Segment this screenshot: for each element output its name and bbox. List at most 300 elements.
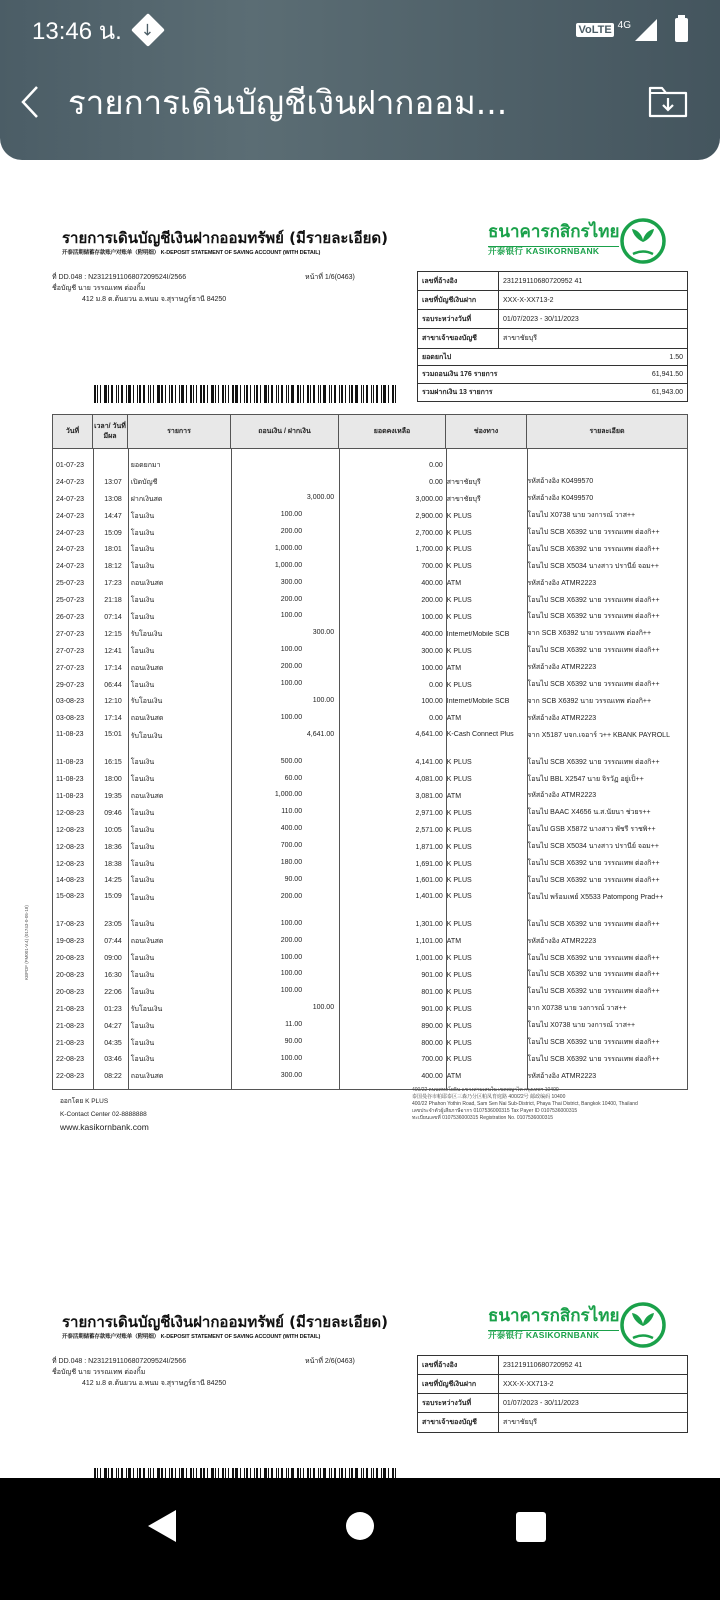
barcode-bar xyxy=(181,1468,184,1478)
cell-balance: 4,081.00 xyxy=(415,776,443,784)
cell-amount xyxy=(230,545,338,555)
table-row xyxy=(53,491,687,508)
cell-detail: โอนไป SCB X6392 นาย วรรณเทพ ต่องกิ++ xyxy=(527,1039,660,1047)
cell-amount xyxy=(230,629,338,639)
withdraw-amount: 90.00 xyxy=(284,1038,303,1046)
barcode-bar xyxy=(118,1468,119,1478)
table-row xyxy=(53,950,687,967)
table-row xyxy=(53,575,687,592)
battery-icon xyxy=(675,18,688,42)
barcode-bar xyxy=(150,385,151,403)
deposit-amount: 300.00 xyxy=(312,629,335,637)
summary-row: รวมฝากเงิน 13 รายการ 61,943.00 xyxy=(417,384,688,402)
table-row xyxy=(53,933,687,950)
nav-back-icon[interactable] xyxy=(148,1510,176,1542)
cell-channel: K PLUS xyxy=(446,1039,472,1047)
cell-time: 17:14 xyxy=(104,664,122,672)
barcode-bar xyxy=(381,1468,382,1478)
nav-home-icon[interactable] xyxy=(346,1512,374,1540)
cell-time: 13:07 xyxy=(104,478,122,486)
barcode-bar xyxy=(286,385,287,403)
withdraw-amount: 100.00 xyxy=(280,919,303,927)
withdraw-amount: 1,000.00 xyxy=(274,561,303,569)
barcode-bar xyxy=(271,385,273,403)
table-row xyxy=(53,839,687,856)
cell-date: 24-07-23 xyxy=(56,563,85,571)
document-page-2 xyxy=(0,1290,720,1478)
document-page-1 xyxy=(0,160,720,1290)
cell-balance: 890.00 xyxy=(421,1022,443,1030)
barcode-bar xyxy=(126,1468,127,1478)
cell-type: เปิดบัญชี xyxy=(130,478,158,486)
barcode-bar xyxy=(264,385,267,403)
cell-amount xyxy=(230,511,338,521)
cell-type: โอนเงิน xyxy=(130,921,155,929)
cell-channel: K-Cash Connect Plus xyxy=(446,731,514,739)
footer-right: 400/22 ถนนพหลโยธิน แขวงสามเสนใน เขตพญาไท กรุงเทพฯ 10400 泰国曼谷市帕耶泰区三森乃分区帕凤育庭路 400/22号 邮政编码 10400 400/22 Phahon Yothin Road, Sam Sen Nai Sub-District, Phaya Thai District, Bangkok 10400, Thailand เลขประจำตัวผู้เสียภาษีอากร 0107536000315 Tax Payer ID 0107536000315 ทะเบียนเลขที่ 0107536000315 Registration No. 0107536000315 xyxy=(412,1087,638,1121)
cell-channel: K PLUS xyxy=(446,921,472,929)
network-gen-label: 4G xyxy=(617,19,631,31)
doc-title: รายการเดินบัญชีเงินฝากออมทรัพย์ (มีรายละเอียด) xyxy=(62,229,388,247)
cell-time: 21:18 xyxy=(104,597,122,605)
cell-amount xyxy=(230,612,338,622)
cell-type: โอนเงิน xyxy=(130,988,155,996)
cell-balance: 2,700.00 xyxy=(415,529,443,537)
cell-channel: ATM xyxy=(446,1073,462,1081)
doc-subtitle: 开泰活期储蓄存款账户对账单（附明细） K-DEPOSIT STATEMENT OF SAVING ACCOUNT (WITH DETAIL) xyxy=(62,1334,321,1340)
barcode-bar xyxy=(196,1468,197,1478)
cell-detail: โอนไป SCB X6392 นาย วรรณเทพ ต่องกิ++ xyxy=(527,860,660,868)
cell-balance: 200.00 xyxy=(421,597,443,605)
barcode-bar xyxy=(388,385,389,403)
summary-box xyxy=(417,348,688,402)
table-row xyxy=(53,771,687,788)
cell-type: โอนเงิน xyxy=(130,826,155,834)
table-header xyxy=(53,415,687,449)
barcode-bar xyxy=(334,385,336,403)
barcode-bar xyxy=(133,385,134,403)
barcode-bar xyxy=(268,1468,269,1478)
barcode-bar xyxy=(240,385,241,403)
cell-balance: 1,691.00 xyxy=(415,860,443,868)
barcode-bar xyxy=(307,385,309,403)
chevron-left-icon xyxy=(19,84,41,120)
withdraw-amount: 200.00 xyxy=(280,528,303,535)
cell-amount xyxy=(230,808,338,818)
cell-type: โอนเงิน xyxy=(130,955,155,963)
barcode-bar xyxy=(345,1468,346,1478)
barcode-bar xyxy=(190,1468,192,1478)
barcode-bar xyxy=(128,385,131,403)
cell-type: โอนเงิน xyxy=(130,529,155,537)
cell-type: โอนเงิน xyxy=(130,647,155,655)
cell-detail: โอนไป SCB X5034 นางสาว ปรานีย์ จอม++ xyxy=(527,562,659,570)
withdraw-amount: 100.00 xyxy=(280,646,303,654)
table-row xyxy=(53,525,687,542)
barcode-bar xyxy=(373,385,374,403)
barcode-bar xyxy=(250,1468,251,1478)
cell-amount xyxy=(230,954,338,964)
barcode-bar xyxy=(300,1468,301,1478)
cell-balance: 0.00 xyxy=(429,715,443,723)
cell-balance: 0.00 xyxy=(429,681,443,689)
cell-detail: รหัสอ้างอิง ATMR2223 xyxy=(527,792,597,800)
cell-time: 04:27 xyxy=(104,1022,122,1030)
cell-type: โอนเงิน xyxy=(130,1039,155,1047)
cell-detail: โอนไป GSB X5872 นางสาว พัชรี ราชพิ++ xyxy=(527,826,656,834)
withdraw-amount: 300.00 xyxy=(280,578,303,586)
withdraw-amount: 100.00 xyxy=(280,1054,303,1062)
barcode-bar xyxy=(171,385,173,403)
cell-type: โอนเงิน xyxy=(130,759,155,767)
cell-time: 18:12 xyxy=(104,563,122,571)
barcode-bar xyxy=(313,385,315,403)
barcode-bar xyxy=(276,1468,277,1478)
cell-channel: K PLUS xyxy=(446,759,472,767)
barcode-bar xyxy=(276,385,277,403)
barcode-bar xyxy=(366,1468,368,1478)
barcode-bar xyxy=(310,1468,311,1478)
barcode-bar xyxy=(383,385,386,403)
table-row xyxy=(53,660,687,677)
header-amount: ถอนเงิน / ฝากเงิน xyxy=(231,415,339,448)
cell-date: 21-08-23 xyxy=(56,1005,85,1013)
barcode-bar xyxy=(288,385,289,403)
barcode-bar xyxy=(313,1468,315,1478)
cell-detail: รหัสอ้างอิง ATMR2223 xyxy=(527,937,597,945)
deposit-amount: 4,641.00 xyxy=(306,731,335,739)
table-row xyxy=(53,822,687,839)
account-address: 412 ม.8 ต.ต้นยวน อ.พนม จ.สุราษฎร์ธานี 84250 xyxy=(82,1380,227,1387)
barcode-bar xyxy=(157,385,160,403)
barcode-bar xyxy=(310,385,311,403)
barcode-bar xyxy=(297,385,299,403)
download-button[interactable] xyxy=(646,82,690,122)
cell-detail: รหัสอ้างอิง ATMR2223 xyxy=(527,579,597,587)
cell-date: 11-08-23 xyxy=(56,792,84,800)
cell-time: 23:05 xyxy=(104,921,122,929)
cell-time: 13:08 xyxy=(104,495,122,503)
withdraw-amount: 100.00 xyxy=(280,612,303,620)
cell-amount xyxy=(230,1038,338,1048)
bank-name-th: ธนาคารกสิกรไทย xyxy=(488,1302,619,1331)
barcode-bar xyxy=(193,1468,194,1478)
barcode xyxy=(94,385,398,403)
cell-detail: รหัสอ้างอิง ATMR2223 xyxy=(527,664,597,672)
withdraw-amount: 1,000.00 xyxy=(274,791,303,799)
table-row xyxy=(53,805,687,822)
cell-date: 12-08-23 xyxy=(56,860,85,868)
table-row xyxy=(53,710,687,727)
barcode-bar xyxy=(153,1468,154,1478)
barcode-bar xyxy=(190,385,192,403)
barcode-bar xyxy=(307,1468,309,1478)
barcode-bar xyxy=(250,385,251,403)
cell-amount xyxy=(230,970,338,980)
cell-date: 01-07-23 xyxy=(56,461,85,469)
barcode-bar xyxy=(200,1468,202,1478)
barcode-bar xyxy=(104,385,107,403)
barcode-bar xyxy=(349,1468,350,1478)
cell-time: 18:00 xyxy=(104,776,122,784)
cell-amount xyxy=(230,646,338,656)
issued-by: ออกโดย K PLUS xyxy=(60,1098,109,1105)
cell-date: 11-08-23 xyxy=(56,731,84,739)
cell-time: 17:23 xyxy=(104,580,122,588)
cell-time: 14:47 xyxy=(104,512,122,520)
table-row xyxy=(53,558,687,575)
barcode-bar xyxy=(300,385,301,403)
barcode-bar xyxy=(148,1468,149,1478)
cell-detail: โอนไป X0738 นาย วงการณ์ วาส++ xyxy=(527,512,636,520)
barcode-bar xyxy=(222,385,224,403)
cell-type: รับโอนเงิน xyxy=(130,698,163,706)
barcode-bar xyxy=(181,385,184,403)
cell-channel: K PLUS xyxy=(446,860,472,868)
cell-channel: K PLUS xyxy=(446,529,472,537)
barcode-bar xyxy=(100,385,101,403)
reference-line: ที่ DD.048 : N2312191106807209524I/2566 xyxy=(52,1358,187,1365)
account-meta xyxy=(52,272,226,305)
barcode-bar xyxy=(211,385,214,403)
cell-balance: 4,641.00 xyxy=(415,731,443,739)
cell-balance: 1,401.00 xyxy=(415,893,443,901)
cell-detail: โอนไป SCB X6392 นาย วรรณเทพ ต่องกิ++ xyxy=(527,613,660,621)
cell-type: ฝากเงินสด xyxy=(130,495,163,503)
withdraw-amount: 200.00 xyxy=(280,936,303,944)
cell-time: 09:00 xyxy=(104,955,122,963)
barcode-bar xyxy=(215,385,216,403)
barcode-bar xyxy=(371,1468,372,1478)
cell-balance: 100.00 xyxy=(421,698,443,706)
deposit-amount: 100.00 xyxy=(312,1004,335,1012)
barcode-bar xyxy=(264,1468,267,1478)
cell-detail: โอนไป พร้อมเพย์ X5533 Patompong Prad++ xyxy=(527,894,664,902)
cell-date: 22-08-23 xyxy=(56,1073,85,1081)
cell-channel: สาขาชัยบุรี xyxy=(446,495,481,503)
page-number: หน้าที่ 1/6(0463) xyxy=(305,274,355,281)
table-row xyxy=(53,592,687,609)
barcode-bar xyxy=(318,1468,319,1478)
barcode-bar xyxy=(222,1468,224,1478)
cell-amount xyxy=(230,731,338,741)
withdraw-amount: 180.00 xyxy=(280,859,303,867)
cell-time: 08:22 xyxy=(104,1073,122,1081)
barcode-bar xyxy=(179,1468,180,1478)
cell-channel: ATM xyxy=(446,580,462,588)
cell-type: รับโอนเงิน xyxy=(130,630,163,638)
barcode-bar xyxy=(363,1468,364,1478)
barcode-bar xyxy=(228,385,229,403)
cell-type: รับโอนเงิน xyxy=(130,1005,163,1013)
barcode-bar xyxy=(288,1468,289,1478)
table-row xyxy=(53,1052,687,1069)
cell-detail: โอนไป SCB X6392 นาย วรรณเทพ ต่องกิ++ xyxy=(527,971,660,979)
barcode-bar xyxy=(246,1468,248,1478)
cell-channel: K PLUS xyxy=(446,988,472,996)
cell-channel: K PLUS xyxy=(446,809,472,817)
cell-amount xyxy=(230,893,338,903)
cell-amount xyxy=(230,920,338,930)
header-channel: ช่องทาง xyxy=(446,415,527,448)
cell-date: 27-07-23 xyxy=(56,647,85,655)
cell-balance: 901.00 xyxy=(421,1005,443,1013)
barcode-bar xyxy=(366,385,368,403)
website-link[interactable]: www.kasikornbank.com xyxy=(60,1122,149,1132)
cell-channel: K PLUS xyxy=(446,613,472,621)
back-button[interactable] xyxy=(0,74,60,130)
cell-channel: ATM xyxy=(446,792,462,800)
barcode-bar xyxy=(235,385,238,403)
cell-detail: โอนไป SCB X6392 นาย วรรณเทพ ต่องกิ++ xyxy=(527,596,660,604)
cell-type: โอนเงิน xyxy=(130,613,155,621)
barcode-bar xyxy=(256,385,258,403)
table-row xyxy=(53,984,687,1001)
page-number: หน้าที่ 2/6(0463) xyxy=(305,1358,355,1365)
cell-type: โอนเงิน xyxy=(130,843,155,851)
barcode-bar xyxy=(94,385,96,403)
table-row xyxy=(53,727,687,754)
cell-time: 10:05 xyxy=(104,826,122,834)
cell-date: 12-08-23 xyxy=(56,809,85,817)
cell-detail: โอนไป BBL X2547 นาย จิรวัฏ อยู่เป็++ xyxy=(527,775,644,783)
barcode-bar xyxy=(329,1468,330,1478)
barcode-bar xyxy=(203,1468,205,1478)
cell-amount xyxy=(230,842,338,852)
barcode-bar xyxy=(128,1468,131,1478)
info-row: เลขที่อ้างอิง 231219110680720952 41 xyxy=(418,1356,687,1375)
cell-channel: K PLUS xyxy=(446,1056,472,1064)
cell-detail: จาก X5187 บจก.เจอาร์ ว++ KBANK PAYROLL xyxy=(527,732,670,740)
barcode-bar xyxy=(169,385,170,403)
cell-type: โอนเงิน xyxy=(130,860,155,868)
cell-time: 15:09 xyxy=(104,529,122,537)
barcode-bar xyxy=(161,385,163,403)
barcode-bar xyxy=(361,1468,362,1478)
cell-channel: ATM xyxy=(446,664,462,672)
barcode-bar xyxy=(371,385,372,403)
table-row xyxy=(53,457,687,474)
cell-channel: K PLUS xyxy=(446,647,472,655)
cell-balance: 1,001.00 xyxy=(415,955,443,963)
withdraw-amount: 200.00 xyxy=(280,663,303,671)
cell-detail: รหัสอ้างอิง ATMR2223 xyxy=(527,1072,597,1080)
barcode-bar xyxy=(392,385,394,403)
barcode-bar xyxy=(193,385,194,403)
status-bar xyxy=(32,12,688,48)
barcode-bar xyxy=(395,385,396,403)
cell-balance: 2,971.00 xyxy=(415,809,443,817)
cell-type: โอนเงิน xyxy=(130,971,155,979)
cell-type: ถอนเงินสด xyxy=(130,715,164,723)
barcode-bar xyxy=(355,385,358,403)
cell-type: โอนเงิน xyxy=(130,809,155,817)
barcode-bar xyxy=(118,385,119,403)
app-bar xyxy=(0,0,720,160)
cell-time: 15:09 xyxy=(104,893,122,901)
barcode-bar xyxy=(207,1468,208,1478)
withdraw-amount: 100.00 xyxy=(280,987,303,995)
cell-channel: K PLUS xyxy=(446,877,472,885)
cell-detail: โอนไป SCB X6392 นาย วรรณเทพ ต่องกิ++ xyxy=(527,529,660,536)
nav-recent-icon[interactable] xyxy=(516,1512,546,1542)
header-date: วันที่ xyxy=(53,415,93,448)
cell-channel: K PLUS xyxy=(446,681,472,689)
barcode-bar xyxy=(203,385,205,403)
contact-center: K-Contact Center 02-8888888 xyxy=(60,1111,147,1118)
table-body xyxy=(53,449,687,1089)
cell-amount xyxy=(230,494,338,504)
cell-date: 24-07-23 xyxy=(56,512,85,520)
cell-balance: 4,141.00 xyxy=(415,759,443,767)
cell-balance: 3,000.00 xyxy=(415,495,443,503)
barcode-bar xyxy=(137,1468,138,1478)
cell-date: 24-07-23 xyxy=(56,546,85,554)
cell-date: 20-08-23 xyxy=(56,988,85,996)
cell-date: 11-08-23 xyxy=(56,776,84,784)
withdraw-amount: 1,000.00 xyxy=(274,544,303,552)
barcode-bar xyxy=(268,385,269,403)
barcode-bar xyxy=(186,385,187,403)
cell-channel: K PLUS xyxy=(446,893,472,901)
barcode-bar xyxy=(278,1468,279,1478)
cell-type: โอนเงิน xyxy=(130,681,155,689)
info-row: เลขที่อ้างอิง 231219110680720952 41 xyxy=(418,272,687,291)
barcode-bar xyxy=(218,1468,219,1478)
cell-date: 12-08-23 xyxy=(56,826,85,834)
withdraw-amount: 11.00 xyxy=(285,1021,303,1029)
cell-balance: 700.00 xyxy=(421,1056,443,1064)
barcode-bar xyxy=(323,385,326,403)
cell-date: 24-07-23 xyxy=(56,478,85,486)
barcode-bar xyxy=(254,1468,255,1478)
barcode-bar xyxy=(94,1468,96,1478)
cell-type: โอนเงิน xyxy=(130,597,155,605)
withdraw-amount: 100.00 xyxy=(280,953,303,961)
barcode-bar xyxy=(278,385,279,403)
doc-title: รายการเดินบัญชีเงินฝากออมทรัพย์ (มีรายละเอียด) xyxy=(62,1313,388,1331)
cell-type: โอนเงิน xyxy=(130,1022,155,1030)
navigation-bar xyxy=(0,1478,720,1600)
barcode-bar xyxy=(331,385,332,403)
barcode-bar xyxy=(225,1468,226,1478)
barcode-bar xyxy=(271,1468,273,1478)
barcode xyxy=(94,1468,398,1478)
barcode-bar xyxy=(260,385,261,403)
cell-date: 21-08-23 xyxy=(56,1039,85,1047)
barcode-bar xyxy=(171,1468,173,1478)
withdraw-amount: 500.00 xyxy=(280,757,303,765)
barcode-bar xyxy=(240,1468,241,1478)
barcode-bar xyxy=(108,1468,109,1478)
barcode-bar xyxy=(331,1468,332,1478)
barcode-bar xyxy=(395,1468,396,1478)
barcode-bar xyxy=(244,1468,245,1478)
barcode-bar xyxy=(244,385,245,403)
cell-channel: K PLUS xyxy=(446,776,472,784)
cell-time: 07:14 xyxy=(104,613,122,621)
cell-date: 25-07-23 xyxy=(56,580,85,588)
kbank-logo-icon xyxy=(620,1302,666,1348)
barcode-bar xyxy=(286,1468,287,1478)
cell-detail: โอนไป SCB X6392 นาย วรรณเทพ ต่องกิ++ xyxy=(527,1055,660,1063)
barcode-bar xyxy=(256,1468,258,1478)
cell-type: ถอนเงินสด xyxy=(130,1073,164,1081)
cell-channel: K PLUS xyxy=(446,597,472,605)
cell-date: 26-07-23 xyxy=(56,613,85,621)
barcode-bar xyxy=(108,385,109,403)
barcode-bar xyxy=(139,385,141,403)
